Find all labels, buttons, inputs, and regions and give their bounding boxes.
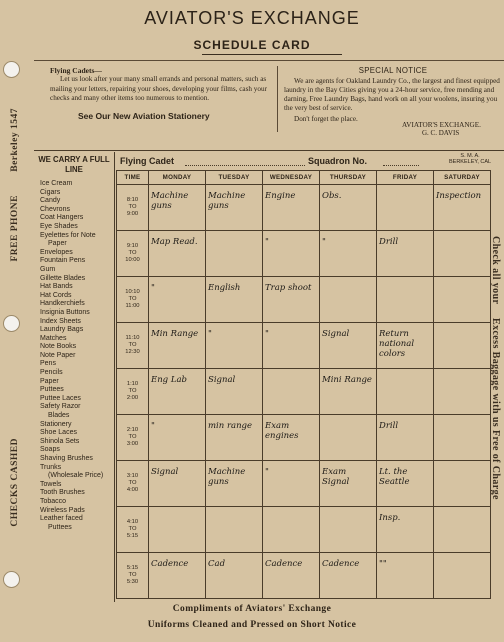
item-entry: Handkerchiefs [40,300,85,308]
time-text: TO [128,434,137,440]
time-text: 5:15 [126,565,139,571]
time-cell [117,553,149,599]
schedule-cell [206,369,263,415]
squadron-label: Squadron No. [308,156,367,166]
schedule-row [117,369,491,415]
schedule-cell [206,277,263,323]
handwritten-entry: Obs. [322,191,342,201]
side-check-baggage: Check all your [490,236,501,305]
schedule-row [117,323,491,369]
time-cell [117,185,149,231]
subtitle-underline [202,54,342,55]
handwritten-entry: " [322,237,326,247]
time-text: 5:30 [126,579,139,585]
schedule-cell [434,461,491,507]
item-entry: Safety Razor [40,403,81,411]
item-entry: Hat Bands [40,283,73,291]
schedule-cell [434,415,491,461]
time-cell [117,369,149,415]
punch-hole [3,571,20,588]
schedule-cell [377,553,434,599]
time-cell [117,231,149,277]
schedule-cell [149,185,206,231]
schedule-cell [149,369,206,415]
punch-hole [3,61,20,78]
time-text: 11:00 [125,303,140,309]
handwritten-entry: Trap shoot [265,283,312,293]
time-text: 9:00 [126,211,139,217]
time-text: 9:10 [126,243,139,249]
cadet-notice-heading: Flying Cadets— [50,66,102,75]
handwritten-entry: Exam engines [265,421,299,441]
schedule-cell [320,415,377,461]
item-entry: Laundry Bags [40,326,84,334]
handwritten-entry: Signal [151,467,179,477]
handwritten-entry: " [265,467,269,477]
schedule-cell [206,185,263,231]
time-text: 5:15 [126,533,139,539]
item-entry: Puttee Laces [40,394,81,402]
card-title: AVIATOR'S EXCHANGE [144,8,360,28]
item-entry: Shaving Brushes [40,455,93,462]
schedule-cell [149,415,206,461]
handwritten-entry: " [151,283,155,293]
item-entry: Matches [40,334,67,342]
item-entry: Paper [48,240,67,248]
time-cell [117,461,149,507]
schedule-cell [320,231,377,277]
handwritten-entry: Map Read. [151,237,198,247]
time-text: TO [128,480,137,486]
footer-uniforms: Uniforms Cleaned and Pressed on Short Notice [147,620,357,630]
sma-stamp [449,153,491,165]
time-text: 1:10 [126,381,139,387]
cadet-notice [50,66,270,121]
column-header: TIME [117,171,149,185]
schedule-cell [320,323,377,369]
item-entry: Soaps [40,446,60,454]
schedule-row [117,507,491,553]
item-entry: Eyelettes for Note [40,231,96,239]
item-entry: Eye Shades [40,222,78,230]
cadet-label: Flying Cadet [120,156,175,166]
item-entry: Envelopes [40,248,73,256]
time-text: 10:00 [125,257,140,263]
item-entry: Cigars [40,188,61,196]
item-entry: Stationery [40,420,72,428]
handwritten-entry: Lt. the Seattle [379,467,410,487]
schedule-row [117,231,491,277]
side-excess-baggage: Excess Baggage with us Free of Charge [490,318,501,500]
special-notice-heading: SPECIAL NOTICE [358,66,428,75]
handwritten-entry: Mini Range [322,375,372,385]
schedule-cell [263,461,320,507]
handwritten-entry: Cad [208,559,226,569]
time-text: 12:30 [125,349,140,355]
column-header: THURSDAY [320,171,377,185]
schedule-cell [434,185,491,231]
schedule-cell [149,461,206,507]
schedule-row [117,415,491,461]
schedule-cell [320,507,377,553]
time-text: TO [128,572,137,578]
punch-hole [3,315,20,332]
handwritten-entry: Machine guns [208,467,246,487]
schedule-cell [434,553,491,599]
cadet-notice-body: Let us look after your many small errands and personal matters, such as mailing your letters, repairing your shoes, developing your films, cash your checks and many other items too numerous to mention. [50,75,267,103]
time-text: 8:10 [126,197,139,203]
column-header: SATURDAY [434,171,491,185]
footer-compliments: Compliments of Aviators' Exchange [172,604,332,614]
item-entry: Tobacco [40,497,67,505]
time-text: TO [128,296,137,302]
schedule-row [117,185,491,231]
item-entry: Ice Cream [40,180,73,187]
time-cell [117,323,149,369]
section-divider [34,150,504,151]
schedule-body [117,185,491,599]
time-cell [117,507,149,553]
side-phone-number: Berkeley 1547 [10,108,20,172]
cadet-name-line [185,165,305,166]
schedule-cell [263,277,320,323]
item-entry: Chevrons [40,205,70,213]
schedule-cell [434,369,491,415]
column-header: TUESDAY [206,171,263,185]
time-text: TO [128,388,137,394]
schedule-cell [434,507,491,553]
schedule-header-row [117,171,491,185]
schedule-cell [434,231,491,277]
item-entry: Leather faced [40,515,83,523]
handwritten-entry: Drill [379,421,399,431]
time-text: TO [128,342,137,348]
handwritten-entry: Return national colors [379,329,415,359]
schedule-cell [263,185,320,231]
special-notice-body: We are agents for Oakland Laundry Co., the largest and finest equipped laundry in the Bay Cities giving you a 24-hour service, free mending and darning, Free Laundry Bags, hand work on all your woolens, insuring you the very best of service. [284,77,500,112]
item-entry: Insignia Buttons [40,308,90,316]
schedule-cell [206,461,263,507]
handwritten-entry: Cadence [151,559,189,569]
schedule-row [117,461,491,507]
schedule-cell [149,323,206,369]
special-notice-signature-name: G. C. DAVIS [422,129,460,137]
handwritten-entry: Exam Signal [322,467,350,487]
schedule-cell [206,415,263,461]
item-entry: Shoe Laces [40,429,77,437]
special-notice-signature: AVIATOR'S EXCHANGE. [402,121,481,129]
schedule-cell [377,231,434,277]
time-text: 3:10 [126,473,139,479]
handwritten-entry: English [208,283,241,293]
schedule-row [117,553,491,599]
handwritten-entry: Signal [208,375,236,385]
stationery-notice: See Our New Aviation Stationery [78,110,210,121]
handwritten-entry: Cadence [265,559,303,569]
item-entry: Note Paper [40,351,76,359]
column-header: WEDNESDAY [263,171,320,185]
item-entry: Blades [48,412,70,420]
sma-line: BERKELEY, CAL [449,159,492,165]
card-subtitle: SCHEDULE CARD [193,38,311,52]
schedule-cell [263,369,320,415]
handwritten-entry: Min Range [151,329,199,339]
side-checks-cashed: CHECKS CASHED [10,438,20,527]
time-cell [117,277,149,323]
item-entry: Candy [40,197,61,205]
handwritten-entry: " [208,329,212,339]
item-entry: Pens [40,360,56,368]
item-entry: Index Sheets [40,317,81,325]
time-text: 4:10 [126,519,139,525]
time-text: 4:00 [126,487,139,493]
schedule-cell [206,507,263,553]
schedule-cell [149,277,206,323]
schedule-cell [377,277,434,323]
schedule-cell [263,415,320,461]
time-text: 2:00 [126,395,139,401]
schedule-table [116,170,491,599]
column-header: MONDAY [149,171,206,185]
schedule-cell [434,277,491,323]
handwritten-entry: Engine [265,191,296,201]
handwritten-entry: " [265,329,269,339]
schedule-cell [377,323,434,369]
time-text: TO [128,250,137,256]
schedule-cell [377,185,434,231]
schedule-cell [263,323,320,369]
time-text: TO [128,526,137,532]
handwritten-entry: Signal [322,329,350,339]
item-entry: Shinola Sets [40,437,80,445]
schedule-cell [206,231,263,277]
handwritten-entry: Inspection [436,191,482,201]
item-entry: Puttees [40,386,64,394]
items-list [40,180,115,532]
handwritten-entry: Machine guns [208,191,246,211]
time-text: 2:10 [126,427,139,433]
schedule-cell [377,369,434,415]
item-entry: Gillette Blades [40,274,86,282]
special-notice-reminder: Don't forget the place. [294,115,358,123]
schedule-cell [377,415,434,461]
item-entry: Trunks [40,463,62,471]
schedule-cell [320,553,377,599]
item-entry: Puttees [48,523,72,531]
schedule-cell [263,231,320,277]
item-entry: Coat Hangers [40,214,84,222]
item-entry: Note Books [40,343,77,351]
handwritten-entry: " [151,421,155,431]
special-notice [284,66,502,137]
schedule-cell [206,553,263,599]
column-header: FRIDAY [377,171,434,185]
schedule-row [117,277,491,323]
schedule-cell [149,231,206,277]
schedule-cell [320,277,377,323]
item-entry: Gum [40,265,56,273]
squadron-line [383,165,419,166]
schedule-cell [263,507,320,553]
item-entry: Pencils [40,369,63,377]
time-cell [117,415,149,461]
handwritten-entry: Insp. [379,513,401,523]
item-entry: (Wholesale Price) [48,472,104,480]
handwritten-entry: min range [208,421,253,431]
handwritten-entry: Eng Lab [151,375,187,385]
schedule-cell [263,553,320,599]
schedule-cell [377,507,434,553]
schedule-cell [206,323,263,369]
handwritten-entry: "" [379,559,387,569]
item-entry: Tooth Brushes [40,489,85,497]
item-entry: Towels [40,480,62,488]
schedule-cell [320,369,377,415]
sma-line: S. M. A. [460,153,480,159]
handwritten-entry: Machine guns [151,191,189,211]
schedule-cell [377,461,434,507]
item-entry: Wireless Pads [40,506,85,514]
item-entry: Paper [40,377,59,385]
handwritten-entry: Cadence [322,559,360,569]
handwritten-entry: " [265,237,269,247]
schedule-cell [434,323,491,369]
items-divider [114,152,115,602]
side-free-phone: FREE PHONE [10,195,20,262]
handwritten-entry: Drill [379,237,399,247]
item-entry: Fountain Pens [40,257,86,265]
time-text: TO [128,204,137,210]
schedule-cell [320,461,377,507]
schedule-cell [320,185,377,231]
time-text: 3:00 [126,441,139,447]
time-text: 11:10 [125,335,140,341]
schedule-cell [149,507,206,553]
notice-divider [277,66,278,132]
time-text: 10:10 [125,289,140,295]
schedule-cell [149,553,206,599]
we-carry-heading: WE CARRY A FULL LINE [38,155,110,174]
item-entry: Hat Cords [40,291,72,299]
